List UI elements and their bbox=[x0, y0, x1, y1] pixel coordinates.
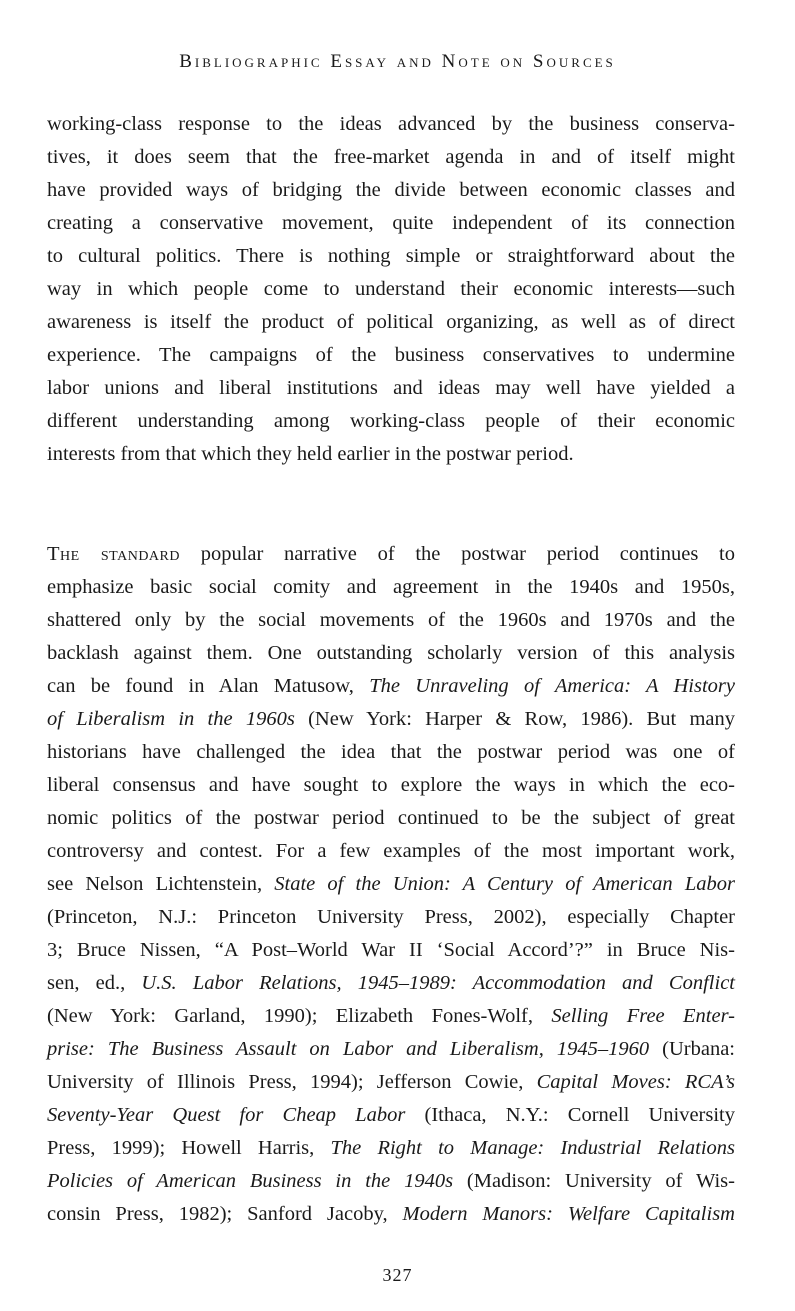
text-line bbox=[47, 703, 735, 736]
text-line: emphasize basic social comity and agreement in the 1940s and 1950s, bbox=[47, 576, 735, 598]
text-line: historians have challenged the idea that the postwar period was one of bbox=[47, 741, 735, 763]
text-line: working-class response to the ideas advanced by the business conserva- bbox=[47, 113, 735, 135]
paragraph-2 bbox=[47, 538, 735, 1231]
book-title: Capital Moves: RCA’s bbox=[536, 1071, 735, 1093]
text-line bbox=[47, 1000, 735, 1033]
text-run: (Urbana: bbox=[649, 1038, 735, 1060]
text-line bbox=[47, 967, 735, 1000]
text-line bbox=[47, 670, 735, 703]
lead-in-small-caps: The standard bbox=[47, 543, 180, 565]
book-title: prise: The Business Assault on Labor and Liberalism, 1945–1960 bbox=[47, 1038, 650, 1060]
book-title: of Liberalism in the 1960s bbox=[47, 708, 295, 730]
text-line bbox=[47, 1066, 735, 1099]
text-line: different understanding among working-class people of their economic bbox=[47, 410, 735, 432]
book-title: Seventy-Year Quest for Cheap Labor bbox=[47, 1104, 406, 1126]
text-line: nomic politics of the postwar period continued to be the subject of great bbox=[47, 807, 735, 829]
text-line bbox=[47, 1033, 735, 1066]
text-run: (New York: Harper & Row, 1986). But many bbox=[294, 708, 735, 730]
book-title: Policies of American Business in the 1940s bbox=[47, 1170, 454, 1192]
book-title: The Right to Manage: Industrial Relations bbox=[330, 1137, 735, 1159]
book-title: U.S. Labor Relations, 1945–1989: Accommodation and Conflict bbox=[141, 972, 735, 994]
text-line: way in which people come to understand their economic interests—such bbox=[47, 278, 735, 300]
text-run: Press, 1999); Howell Harris, bbox=[47, 1137, 331, 1159]
book-title: State of the Union: A Century of American Labor bbox=[274, 873, 735, 895]
text-line: creating a conservative movement, quite independent of its connection bbox=[47, 212, 735, 234]
text-line: liberal consensus and have sought to explore the ways in which the eco- bbox=[47, 774, 735, 796]
page-number: 327 bbox=[382, 1265, 413, 1285]
book-title: The Unraveling of America: A History bbox=[369, 675, 735, 697]
text-line: interests from that which they held earlier in the postwar period. bbox=[47, 443, 574, 465]
text-line bbox=[47, 1132, 735, 1165]
text-line: have provided ways of bridging the divide between economic classes and bbox=[47, 179, 735, 201]
text-line: controversy and contest. For a few examples of the most important work, bbox=[47, 840, 735, 862]
text-line bbox=[47, 868, 735, 901]
paragraph-1 bbox=[47, 108, 735, 471]
text-line bbox=[47, 538, 735, 571]
text-line: 3; Bruce Nissen, “A Post–World War II ‘Social Accord’?” in Bruce Nis- bbox=[47, 939, 735, 961]
text-run: sen, ed., bbox=[47, 972, 142, 994]
text-line: shattered only by the social movements of the 1960s and 1970s and the bbox=[47, 609, 735, 631]
text-run: (New York: Garland, 1990); Elizabeth Fones-Wolf, bbox=[47, 1005, 552, 1027]
text-line: awareness is itself the product of political organizing, as well as of direct bbox=[47, 311, 735, 333]
text-run: popular narrative of the postwar period continues to bbox=[180, 543, 735, 565]
text-line: to cultural politics. There is nothing simple or straightforward about the bbox=[47, 245, 735, 267]
text-run: (Madison: University of Wis- bbox=[453, 1170, 735, 1192]
text-line: backlash against them. One outstanding scholarly version of this analysis bbox=[47, 642, 735, 664]
book-title: Modern Manors: Welfare Capitalism bbox=[402, 1203, 735, 1225]
text-line: tives, it does seem that the free-market agenda in and of itself might bbox=[47, 146, 735, 168]
running-header: Bibliographic Essay and Note on Sources bbox=[179, 51, 616, 72]
text-run: (Ithaca, N.Y.: Cornell University bbox=[405, 1104, 736, 1126]
text-run: see Nelson Lichtenstein, bbox=[47, 873, 275, 895]
text-line bbox=[47, 1198, 735, 1231]
book-title: Selling Free Enter- bbox=[551, 1005, 735, 1027]
text-run: consin Press, 1982); Sanford Jacoby, bbox=[47, 1203, 403, 1225]
text-run: can be found in Alan Matusow, bbox=[47, 675, 370, 697]
text-line: (Princeton, N.J.: Princeton University Press, 2002), especially Chapter bbox=[47, 906, 735, 928]
text-line bbox=[47, 1099, 735, 1132]
text-run: University of Illinois Press, 1994); Jefferson Cowie, bbox=[47, 1071, 537, 1093]
text-line: labor unions and liberal institutions and ideas may well have yielded a bbox=[47, 377, 735, 399]
text-line bbox=[47, 1165, 735, 1198]
text-line: experience. The campaigns of the business conservatives to undermine bbox=[47, 344, 735, 366]
